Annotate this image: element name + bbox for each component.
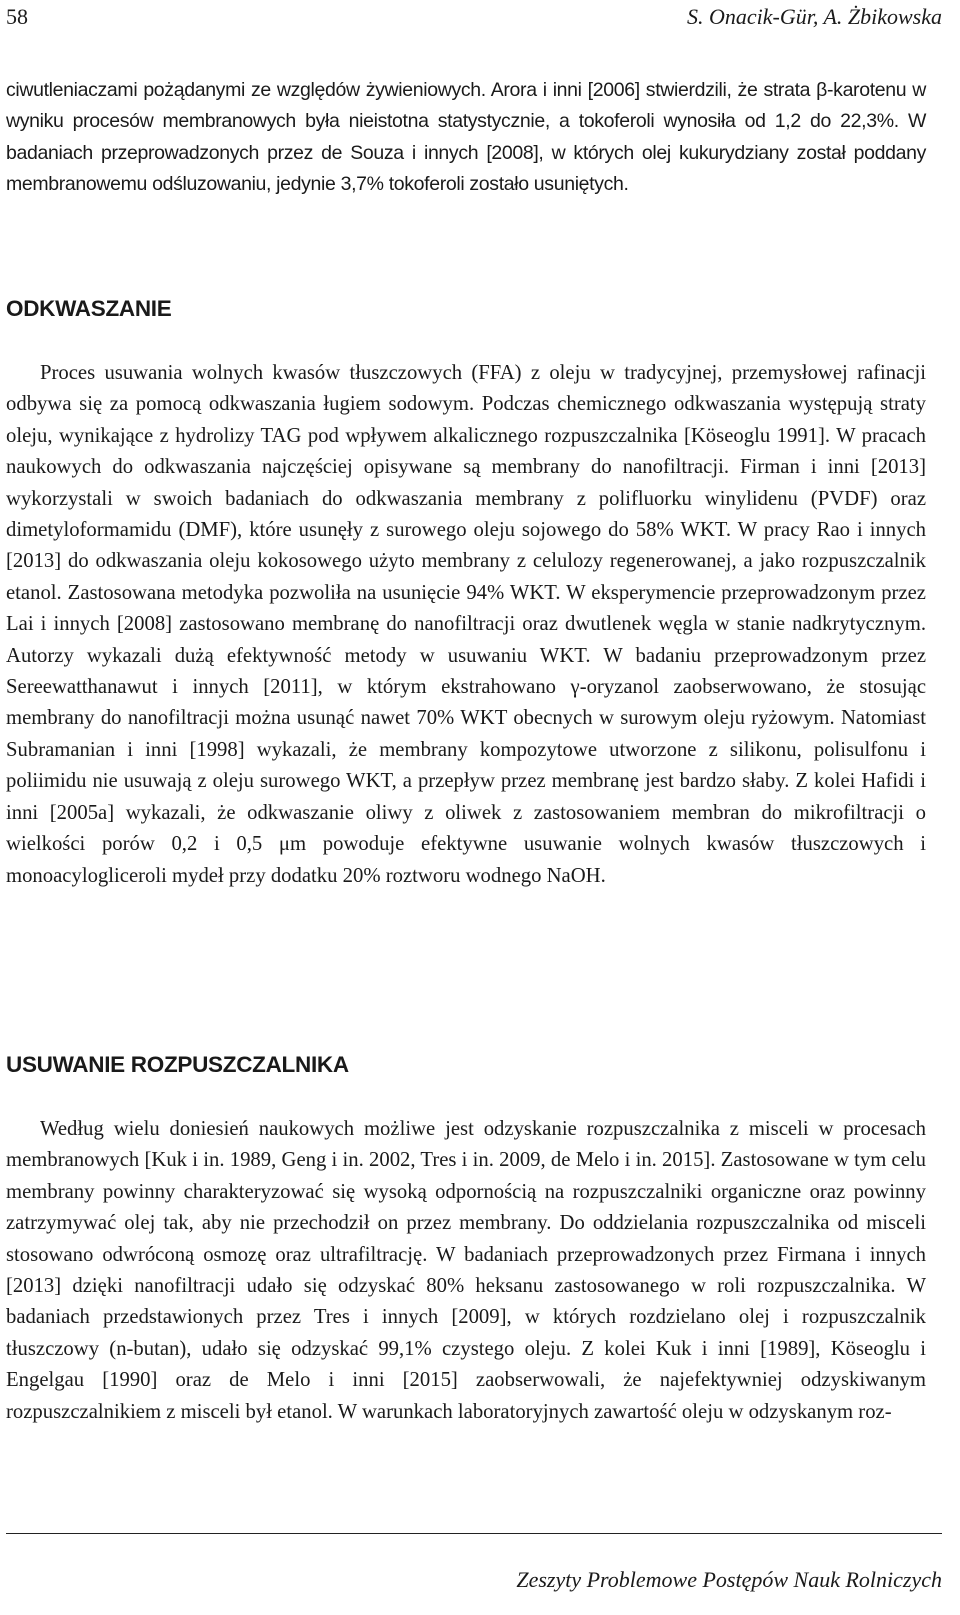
intro-paragraph: ciwutleniaczami pożądanymi ze względów żywieniowych. Arora i inni [2006] stwierdzili, że strata β-karotenu w wyniku procesów membranowych była nieistotna statystycznie, a tokoferoli wynosiła od 1,2 do 22,3%. W badaniach przeprowadzonych przez de Souza i innych [2008], w których olej kukurydziany został poddany membranowemu odśluzowaniu, jedynie 3,7% tokoferoli zostało usuniętych. bbox=[6, 79, 926, 196]
section-heading-usuwanie-rozpuszczalnika: USUWANIE ROZPUSZCZALNIKA bbox=[6, 1052, 349, 1077]
page-number: 58 bbox=[6, 4, 28, 29]
section-body-usuwanie-rozpuszczalnika: Według wielu doniesień naukowych możliwe jest odzyskanie rozpuszczalnika z misceli w procesach membranowych [Kuk i in. 1989, Geng i in. 2002, Tres i in. 2009, de Melo i in. 2015]. Zastosowane w tym celu membrany powinny charakteryzować się wysoką odpornością na rozpuszczalniki organiczne oraz powinny zatrzymywać olej tak, aby nie przechodził on przez membrany. Do oddzielania rozpuszczalnika od misceli stosowano odwróconą osmozę oraz ultrafiltrację. W badaniach przeprowadzonych przez Firmana i innych [2013] dzięki nanofiltracji udało się odzyskać 80% heksanu zastosowanego w roli rozpuszczalnika. W badaniach przedstawionych przez Tres i innych [2009], w których rozdzielano olej i rozpuszczalnik tłuszczowy (n-butan), udało się odzyskać 99,1% czystego oleju. Z kolei Kuk i inni [1989], Köseoglu i Engelgau [1990] oraz de Melo i inni [2015] zaobserwowali, że najefektywniej odzyskiwanym rozpuszczalnikiem z misceli był etanol. W warunkach laboratoryjnych zawartość oleju w odzyskanym roz- bbox=[6, 1118, 926, 1423]
running-head-authors: S. Onacik-Gür, A. Żbikowska bbox=[686, 4, 942, 29]
footer-rule bbox=[6, 1533, 942, 1534]
page-header bbox=[6, 4, 942, 34]
footer-journal-title: Zeszyty Problemowe Postępów Nauk Rolniczych bbox=[516, 1567, 942, 1592]
section-body-odkwaszanie: Proces usuwania wolnych kwasów tłuszczowych (FFA) z oleju w tradycyjnej, przemysłowej rafinacji odbywa się za pomocą odkwaszania ługiem sodowym. Podczas chemicznego odkwaszania występują straty oleju, wynikające z hydrolizy TAG pod wpływem alkalicznego rozpuszczalnika [Köseoglu 1991]. W pracach naukowych do odkwaszania najczęściej opisywane są membrany do nanofiltracji. Firman i inni [2013] wykorzystali w swoich badaniach do odkwaszania membrany z polifluorku winylidenu (PVDF) oraz dimetyloformamidu (DMF), które usunęły z surowego oleju sojowego do 58% WKT. W pracy Rao i innych [2013] do odkwaszania oleju kokosowego użyto membrany z celulozy regenerowanej, a jako rozpuszczalnik etanol. Zastosowana metodyka pozwoliła na usunięcie 94% WKT. W eksperymencie przeprowadzonym przez Lai i innych [2008] zastosowano membranę do nanofiltracji oraz dwutlenek węgla w stanie nadkrytycznym. Autorzy wykazali dużą efektywność metody w usuwaniu WKT. W badaniu przeprowadzonym przez Sereewatthanawut i innych [2011], w którym ekstrahowano γ-oryzanol zaobserwowano, że stosując membrany do nanofiltracji można usunąć nawet 70% WKT obecnych w surowym oleju ryżowym. Natomiast Subramanian i inni [1998] wykazali, że membrany kompozytowe utworzone z silikonu, polisulfonu i poliimidu nie usuwają z oleju surowego WKT, a przepływ przez membranę jest bardzo słaby. Z kolei Hafidi i inni [2005a] wykazali, że odkwaszanie oliwy z oliwek z zastosowaniem membran do mikrofiltracji o wielkości porów 0,2 i 0,5 μm powoduje efektywne usuwanie wolnych kwasów tłuszczowych i monoacyloglicerolі mydeł przy dodatku 20% roztworu wodnego NaOH. bbox=[6, 362, 926, 887]
section-heading-odkwaszanie: ODKWASZANIE bbox=[6, 296, 172, 321]
